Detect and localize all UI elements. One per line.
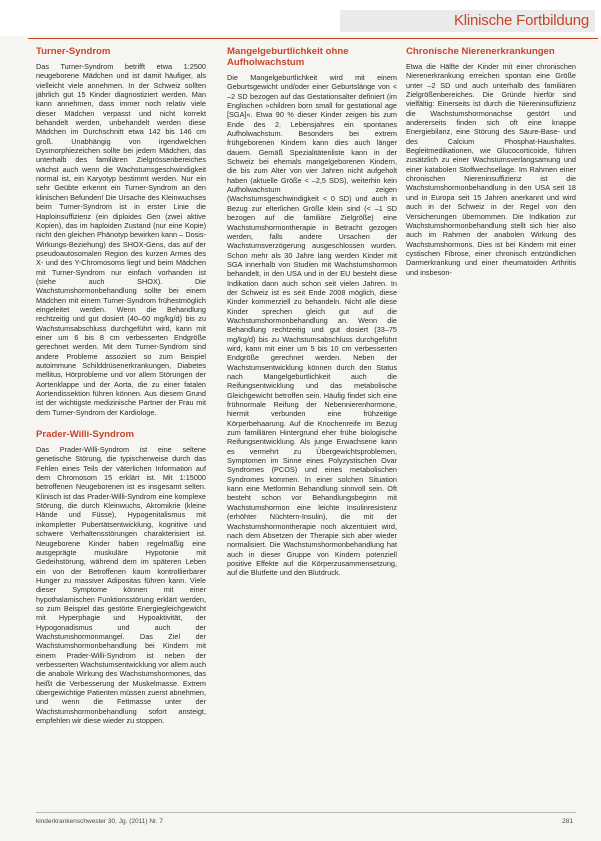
heading-mangelgeburtlichkeit: Mangelgeburtlichkeit ohne Aufholwachstum (227, 46, 349, 68)
column-middle (227, 46, 397, 796)
heading-turner-syndrom: Turner-Syndrom (36, 46, 111, 57)
heading-prader-willi-syndrom: Prader-Willi-Syndrom (36, 429, 134, 441)
heading-chronische-nierenerkrankungen: Chronische Nierenerkrankungen (406, 46, 555, 57)
paragraph-prader-willi-syndrom: Das Prader-Willi-Syndrom ist eine seltene genetische Störung, die typischerweise durch das Fehlen eines Teils der väterlichen Information auf dem Chromosom 15 erklärt ist. Mit 1:15000 betroffenen Neugeborenen ist es insgesamt selten. Klinisch ist das Prader-Willi-Syndrom eine komplexe Störung, die durch Kleinwuchs, Akromikrie (kleine Hände und Füsse), Hypogenitalismus mit inkompletter Pubertätsentwicklung, kognitive und schwere Verhaltensstörungen charakterisiert ist. Neugeborene Kinder haben regelmäßig eine ausgeprägte muskuläre Hypotonie mit Gedeihstörung, während dem im späteren Leben ein von der Betroffenen kaum kontrollierbarer Hunger zu massiver Adipositas führen kann. Viele dieser Symptome können mit einer hypothalamischen Funktionsstörung erklärt werden, so zum Beispiel das gestörte Energiegleichgewicht mit Hyperphagie und Hypoaktivität, der Hypogonadismus und auch der Wachstumshormonmangel. Das Ziel der Wachstumshormonbehandlung bei Kindern mit einem Prader-Willi-Syndrom ist neben der verbesserten Wachstumsentwicklung vor allem auch die anabole Wirkung des Wachstumshormones, das heißt die Verbesserung der Muskelmasse. Extrem übergewichtige Patienten müssen zuerst abnehmen, und wenn die Fettmasse unter der Wachstumshormonbehandlung sofort ansteigt, empfehlen wir diese wieder zu stoppen. (36, 445, 206, 726)
footer-journal-citation: kinderkrankenschwester 30. Jg. (2011) Nr. 7 (36, 818, 164, 825)
column-left (36, 46, 206, 796)
footer-rule (36, 812, 576, 813)
column-right (406, 46, 576, 796)
paragraph-mangelgeburtlichkeit: Die Mangelgeburtlichkeit wird mit einem Geburtsgewicht und/oder einer Geburtslänge von < –2 SD bezogen auf das Gestationsalter definiert (im Englischen »children born small for gestational age [SGA]«. Etwa 90 % dieser Kinder zeigen bis zum Ende des 2. Lebensjahres ein spontanes Aufholwachstum. Besonders bei extrem frühgeborenen Kindern kann dies auch länger dauern. Gemäß Spezialitätenliste kann in der Schweiz bei ehemals mangelgeborenen Kindern, die bis zum Alter von vier Jahren nicht aufgeholt haben (aktuelle Größe < –2,5 SDS), weiterhin kein Aufholwachstum zeigen (Wachstumsgeschwindigkeit < 0 SD) und auch in Bezug zur elterlichen Größe klein sind (< –1 SD bezogen auf die familiäre Zielgröße) eine Wachstumshormontherapie in Betracht gezogen werden, falls andere Ursachen der Wachstumsverzögerung ausgeschlossen wurden. Schon mehr als 30 Jahre lang werden Kinder mit SGA innerhalb von Studien mit Wachstumshormon behandelt, in den USA und in der EU besteht diese Indikation dann auch schon seit vielen Jahren. In der Schweiz ist es seit Ende 2008 möglich, diese Kinder kommerziell zu behandeln. Nicht alle diese Kinder sprechen gleich gut auf die Wachstumshormonbehandlung an. Wenn die Behandlung rechtzeitig und gut dosiert (33–75 mg/kg/d) bis zu Wachstumsabschluss durchgeführt wird, kann mit einer um 5 bis 10 cm verbesserten Endgröße gerechnet werden. Neben der Wachstumsentwicklung können durch den Status nach Mangelgeburtlichkeit auch die Reifungsentwicklung und das metabolische Gleichgewicht betroffen sein. Häufig findet sich eine frühnormale Reifung der Nebennierenhormone, hiermit verbunden eine frühzeitige Körperbehaarung. Auf die Knochenreife im Bezug zum familiären Hintergrund eher frühe biologische Reifungsentwicklung. Als junge Erwachsene kann es vermehrt zu Übergewichtsproblemen, Symptomen im Sinne eines Polyzystischen Ovar Syndromes (PCOS) und eines metabolischen Syndromes kommen. In einer solchen Situation kann eine Metformin Behandlung sinnvoll sein. Oft besteht schon vor Behandlungsbeginn mit Wachstumshormon eine leichte Insulinresistenz (erhöhter Nüchtern-Insulin), die mit der Wachstumshormontherapie noch akzentuiert wird, nach dem Absetzen der Therapie sich aber wieder normalisiert. Die Wachstumshormonbehandlung hat auch in dieser Gruppe von Kindern potenziell positive Effekte auf die Körperzusammensetzung, auf die Blutfette und den Blutdruck. (227, 73, 397, 578)
paragraph-chronische-nierenerkrankungen: Etwa die Hälfte der Kinder mit einer chronischen Nierenerkrankung erreichen spontan eine Größe unter –2 SD und auch unterhalb des familiären Zielgrößenbereiches. Die Gründe hierfür sind vielfältig: Einerseits ist durch die Niereninsuffizienz die Wachstumshormonachse gestört und andererseits finden sich oft eine knappe Energiebilanz, eine Störung des Säure-Base- und des Calcium Phosphat-Haushaltes. Begleitmedikationen, wie Glucocorticoide, führen zusätzlich zu einer Wachstumsverlangsamung und einer katabolen Stoffwechsellage. Im Rahmen einer chronischen Niereninsuffizienz ist die Wachstumshormonbehandlung in den USA seit 18 und in Europa seit 15 Jahren anerkannt und wird auch in der Schweiz in der Regel von den Versicherungen übernommen. Die Indikation zur Wachstumshormonbehandlung stellt sich hier also auch im Rahmen der anabolen Wirkung des Wachstumshormons. Dies ist bei Kindern mit einer cystischen Fibrose, einer chronisch entzündlichen Darmerkrankung und einer rheumatoiden Arthritis und insbeson- (406, 62, 576, 277)
header-rule (28, 38, 598, 39)
section-header-title: Klinische Fortbildung (453, 12, 589, 29)
footer-page-number: 281 (562, 818, 573, 825)
paragraph-turner-syndrom: Das Turner-Syndrom betrifft etwa 1:2500 neugeborene Mädchen und ist damit häufiger, als vielleicht viele annehmen. In der Schweiz sollten jährlich gut 15 Kinder diagnostiziert werden. Man kann annehmen, dass immer noch relativ viele dieser Mädchen verpasst und nicht korrekt behandelt werden, unbehandelt werden diese Mädchen im Durchschnitt etwa 142 bis 146 cm groß. Unabhängig von irgendwelchen Dysmorphiezeichen sollte bei jedem Mädchen, das unterhalb des familiären Zielgrössenbereiches wächst auch wenn die Wachstumsgeschwindigkeit normal ist, ein Karyotyp bestimmt werden. Nur ein sehr Geübte erkennt ein Turner-Syndrom an den klinischen Befunden! Die Ursache des Kleinwuchses beim Turner-Syndrom ist in erster Linie die Haploinsuffizienz (ein diploides Gen (zwei aktive Kopien), das im haploiden Zustand (nur eine Kopie) nicht den gleichen Phänotyp bewirken kann – Dosis-Wirkungs-Beziehung) des SHOX-Gens, das auf der pseudoautosomalen Region des kurzen Armes des X- und des Y-Chromosoms liegt und beim Mädchen mit Turner-Syndrom nur einfach vorhanden ist (siehe auch SHOX). Die Wachstumshormonbehandlung sollte bei einem Mädchen mit einem Turner-Syndrom frühestmöglich eingeleitet werden. Wenn die Behandlung rechtzeitig und gut dosiert (40–60 mg/kg/d) bis zu Wachstumsabschluss durchgeführt wird, kann mit einer um 6 bis 8 cm verbesserten Endgröße gerechnet werden. Mit dem Turner-Syndrom sind andere Probleme assoziiert so zum Beispiel autoimmune Schilddrüsenerkrankungen, Diabetes mellitus, Hörprobleme und vor allem Störungen der Aortenklappe und der Aorta, die zu einer fatalen Aortendissektion führen können. Aus diesem Grund ist der wichtigste medizinische Partner der Frau mit dem Turner-Syndrom der Kardiologe. (36, 62, 206, 417)
